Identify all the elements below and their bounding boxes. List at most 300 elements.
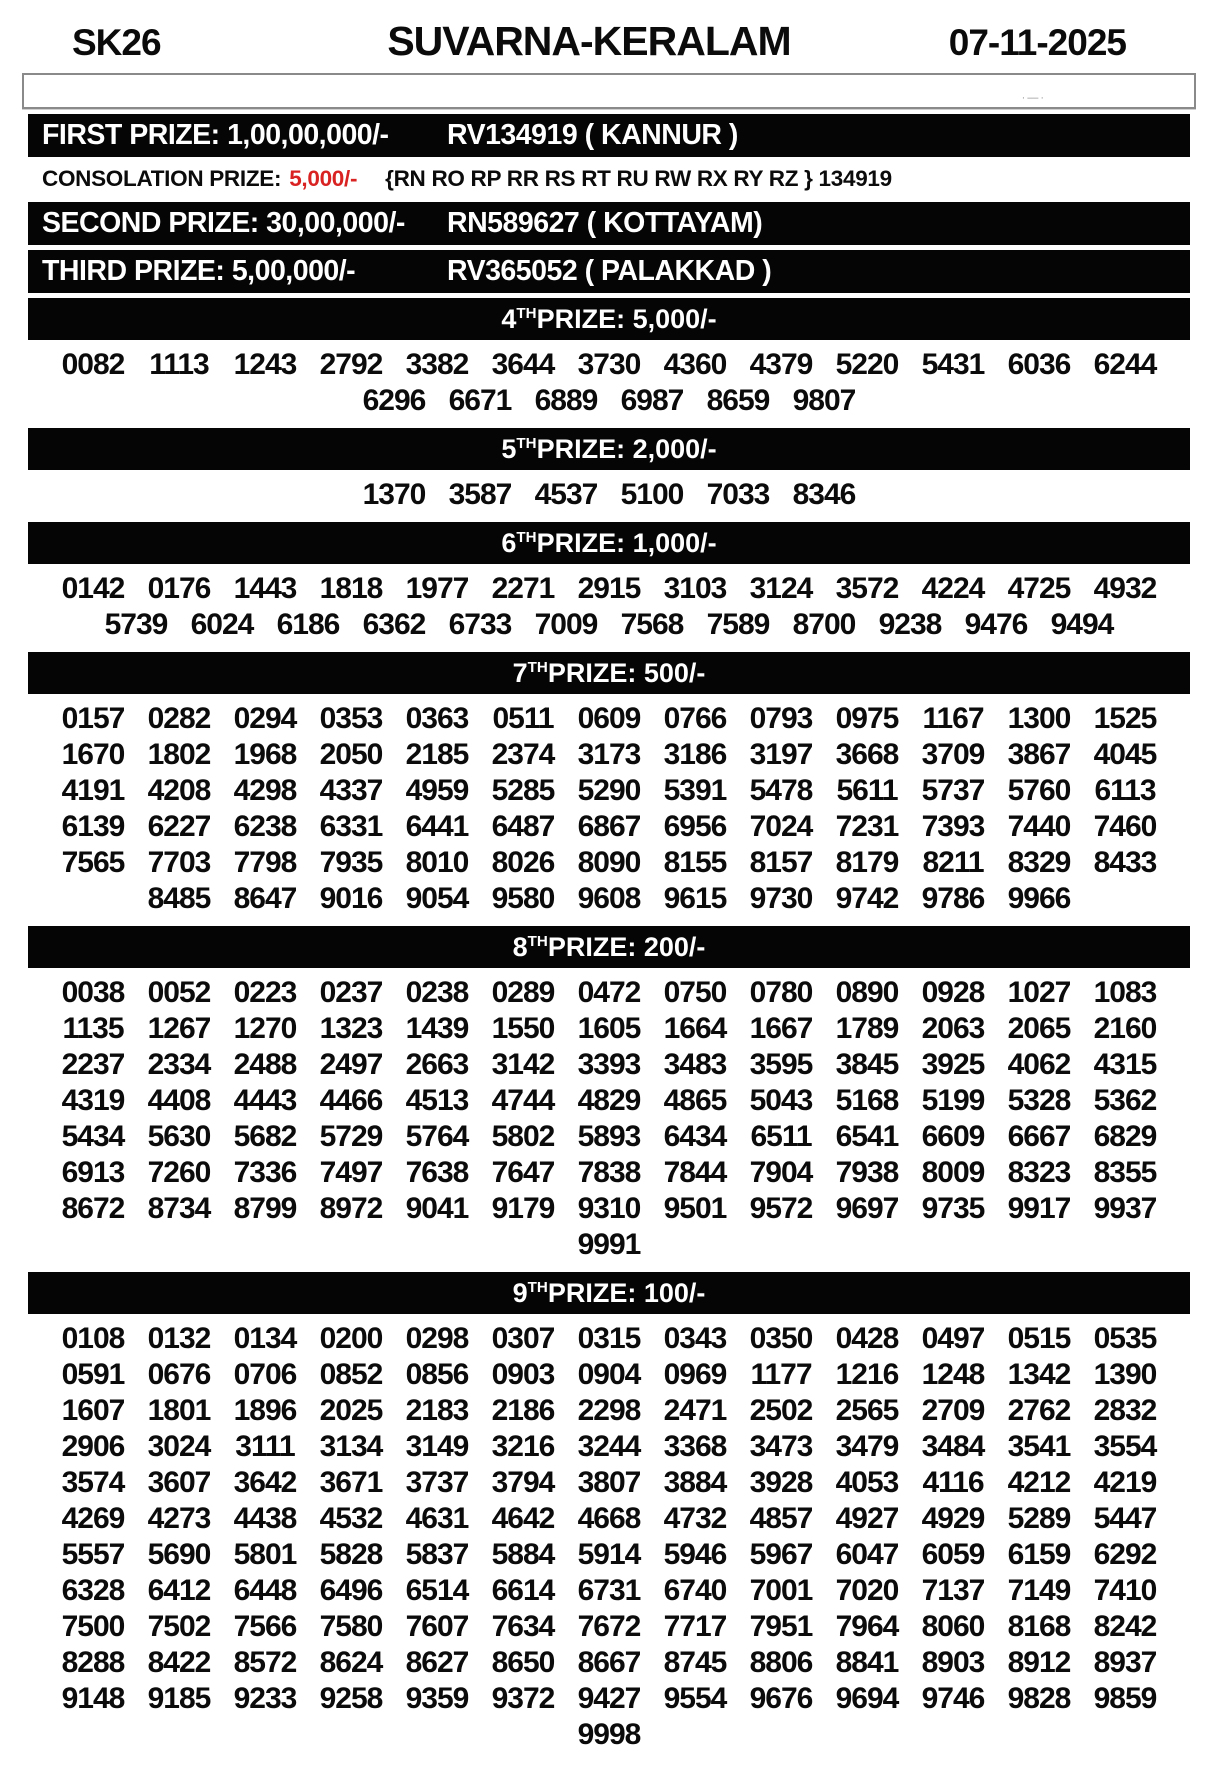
prize-ordinal-suffix: TH	[527, 1279, 548, 1297]
winning-number: 9148	[61, 1682, 125, 1715]
winning-number: 9807	[792, 384, 856, 417]
winning-number: 8485	[147, 882, 211, 915]
prize-section	[28, 428, 1190, 517]
winning-number: 3479	[835, 1430, 899, 1463]
winning-number: 2497	[319, 1048, 383, 1081]
winning-number: 6511	[750, 1120, 812, 1153]
winning-number: 9572	[749, 1192, 813, 1225]
winning-number: 8667	[577, 1646, 641, 1679]
winning-number: 5764	[405, 1120, 469, 1153]
winning-number: 4045	[1093, 738, 1157, 771]
winning-number: 1607	[61, 1394, 125, 1427]
winning-number: 9258	[319, 1682, 383, 1715]
winning-number: 4273	[147, 1502, 211, 1535]
winning-number: 1323	[319, 1012, 383, 1045]
winning-number: 0108	[61, 1322, 125, 1355]
winning-number: 8026	[491, 846, 555, 879]
winning-number: 2025	[319, 1394, 383, 1427]
winning-number: 6667	[1007, 1120, 1071, 1153]
winning-number: 6331	[319, 810, 383, 843]
draw-code: SK26	[72, 22, 161, 63]
winning-number: 9238	[878, 608, 942, 641]
winning-number: 3884	[663, 1466, 727, 1499]
winning-number: 7024	[749, 810, 813, 843]
winning-number: 5760	[1007, 774, 1071, 807]
winning-number: 7020	[835, 1574, 899, 1607]
prize-section	[28, 926, 1190, 1267]
prize-ordinal: 5	[501, 433, 517, 464]
winning-number: 7938	[835, 1156, 899, 1189]
winning-number: 5801	[233, 1538, 297, 1571]
prize-amount-text: PRIZE: 200/-	[547, 931, 706, 962]
winning-number: 7798	[233, 846, 297, 879]
winning-number: 0428	[835, 1322, 899, 1355]
winning-number: 7566	[233, 1610, 297, 1643]
winning-number: 2185	[405, 738, 469, 771]
winning-number: 6441	[405, 810, 469, 843]
winning-number: 0904	[577, 1358, 641, 1391]
winning-number: 0750	[663, 976, 727, 1009]
winning-number: 5802	[491, 1120, 555, 1153]
winning-number: 5946	[663, 1538, 727, 1571]
winning-number: 8627	[405, 1646, 469, 1679]
winning-number: 0535	[1093, 1322, 1157, 1355]
winning-number: 0157	[61, 702, 125, 735]
winning-number: 4191	[61, 774, 125, 807]
winning-number: 0856	[405, 1358, 469, 1391]
winning-number: 6159	[1007, 1538, 1071, 1571]
winning-number: 7634	[491, 1610, 555, 1643]
winning-number: 1300	[1007, 702, 1071, 735]
winning-number: 2298	[577, 1394, 641, 1427]
winning-number: 9937	[1093, 1192, 1157, 1225]
winning-number: 7638	[405, 1156, 469, 1189]
third-prize-label: THIRD PRIZE: 5,00,000/-	[42, 255, 356, 287]
winning-number: 1977	[405, 572, 469, 605]
winning-number: 6514	[405, 1574, 469, 1607]
winning-numbers-grid	[28, 345, 1190, 423]
winning-number: 5837	[405, 1538, 469, 1571]
prize-ordinal-suffix: TH	[516, 529, 537, 547]
winning-number: 8572	[233, 1646, 297, 1679]
winning-number: 7565	[61, 846, 125, 879]
winning-number: 4379	[749, 348, 813, 381]
winning-number: 9054	[405, 882, 469, 915]
winning-number: 2160	[1093, 1012, 1157, 1045]
winning-number: 5168	[835, 1084, 899, 1117]
winning-number: 8912	[1007, 1646, 1071, 1679]
winning-number: 1664	[663, 1012, 727, 1045]
winning-number: 6733	[448, 608, 512, 641]
winning-number: 7935	[319, 846, 383, 879]
winning-number: 2832	[1093, 1394, 1157, 1427]
winning-number: 7964	[835, 1610, 899, 1643]
winning-number: 5611	[836, 774, 898, 807]
winning-number: 7497	[319, 1156, 383, 1189]
second-prize-winner: RN589627 ( KOTTAYAM)	[447, 207, 763, 239]
prize-ordinal-suffix: TH	[516, 435, 537, 453]
winning-number: 7009	[534, 608, 598, 641]
winning-number: 8060	[921, 1610, 985, 1643]
winning-number: 5447	[1093, 1502, 1157, 1535]
winning-number: 4219	[1093, 1466, 1157, 1499]
winning-number: 1439	[405, 1012, 469, 1045]
winning-number: 1267	[147, 1012, 211, 1045]
winning-number: 8647	[233, 882, 297, 915]
winning-number: 5914	[577, 1538, 641, 1571]
winning-number: 2374	[491, 738, 555, 771]
winning-number: 3730	[577, 348, 641, 381]
winning-number: 6867	[577, 810, 641, 843]
winning-number: 3368	[663, 1430, 727, 1463]
winning-number: 7500	[61, 1610, 125, 1643]
winning-number: 7410	[1093, 1574, 1157, 1607]
winning-number: 0238	[405, 976, 469, 1009]
winning-number: 6139	[61, 810, 125, 843]
winning-number: 4513	[405, 1084, 469, 1117]
winning-number: 6296	[362, 384, 426, 417]
winning-number: 5431	[921, 348, 985, 381]
winning-number: 5690	[147, 1538, 211, 1571]
winning-number: 4116	[922, 1466, 984, 1499]
winning-number: 6889	[534, 384, 598, 417]
winning-number: 9016	[319, 882, 383, 915]
winning-number: 6362	[362, 608, 426, 641]
winning-number: 8288	[61, 1646, 125, 1679]
winning-number: 4744	[491, 1084, 555, 1117]
winning-number: 9580	[491, 882, 555, 915]
winning-number: 3671	[319, 1466, 383, 1499]
winning-number: 8179	[835, 846, 899, 879]
winning-number: 0038	[61, 976, 125, 1009]
prize-ordinal: 7	[512, 657, 528, 688]
prize-section-header	[28, 926, 1190, 968]
winning-number: 6186	[276, 608, 340, 641]
prize-ordinal: 4	[501, 303, 517, 334]
winning-number: 4829	[577, 1084, 641, 1117]
consolation-label: CONSOLATION PRIZE:	[42, 166, 282, 191]
winning-number: 3928	[749, 1466, 813, 1499]
second-prize-label: SECOND PRIZE: 30,00,000/-	[42, 207, 405, 239]
winning-number: 3111	[235, 1430, 295, 1463]
prize-amount-text: PRIZE: 500/-	[547, 657, 706, 688]
winning-number: 1370	[362, 478, 426, 511]
third-prize-bar	[28, 250, 1190, 293]
winning-number: 9185	[147, 1682, 211, 1715]
winning-number: 9966	[1007, 882, 1071, 915]
winning-number: 4927	[835, 1502, 899, 1535]
winning-number: 3134	[319, 1430, 383, 1463]
ticket-input-box[interactable]	[22, 73, 1196, 109]
winning-number: 2183	[405, 1394, 469, 1427]
winning-number: 3216	[491, 1430, 555, 1463]
winning-number: 1667	[749, 1012, 813, 1045]
winning-number: 5557	[61, 1538, 125, 1571]
prize-section-header	[28, 522, 1190, 564]
winning-number: 0353	[319, 702, 383, 735]
winning-number: 0591	[61, 1358, 125, 1391]
winning-number: 7149	[1007, 1574, 1071, 1607]
winning-number: 9998	[577, 1718, 641, 1751]
winning-number: 2792	[319, 348, 383, 381]
winning-number: 1248	[921, 1358, 985, 1391]
winning-number: 8806	[749, 1646, 813, 1679]
winning-number: 3473	[749, 1430, 813, 1463]
page-title: SUVARNA-KERALAM	[387, 18, 791, 64]
winning-number: 3244	[577, 1430, 641, 1463]
winning-number: 6671	[448, 384, 512, 417]
draw-date: 07-11-2025	[948, 22, 1126, 63]
winning-number: 0676	[147, 1358, 211, 1391]
winning-number: 9476	[964, 608, 1028, 641]
prize-section-header	[28, 1272, 1190, 1314]
winning-number: 2709	[921, 1394, 985, 1427]
prize-section	[28, 1272, 1190, 1757]
winning-number: 4732	[663, 1502, 727, 1535]
winning-number: 0289	[491, 976, 555, 1009]
winning-number: 5362	[1093, 1084, 1157, 1117]
winning-number: 6541	[835, 1120, 899, 1153]
winning-number: 2906	[61, 1430, 125, 1463]
winning-number: 8211	[922, 846, 984, 879]
winning-number: 0969	[663, 1358, 727, 1391]
winning-number: 3925	[921, 1048, 985, 1081]
winning-number: 9742	[835, 882, 899, 915]
winning-number: 8700	[792, 608, 856, 641]
winning-number: 9554	[663, 1682, 727, 1715]
winning-number: 6244	[1093, 348, 1157, 381]
winning-number: 0852	[319, 1358, 383, 1391]
winning-number: 9233	[233, 1682, 297, 1715]
winning-number: 2663	[405, 1048, 469, 1081]
prize-ordinal-suffix: TH	[527, 933, 548, 951]
winning-number: 0903	[491, 1358, 555, 1391]
winning-number: 9179	[491, 1192, 555, 1225]
winning-number: 4360	[663, 348, 727, 381]
winning-number: 5199	[921, 1084, 985, 1117]
winning-number: 4062	[1007, 1048, 1071, 1081]
winning-number: 0082	[61, 348, 125, 381]
prize-ordinal: 6	[501, 527, 517, 558]
winning-number: 3149	[405, 1430, 469, 1463]
winning-number: 4631	[405, 1502, 469, 1535]
winning-number: 3382	[405, 348, 469, 381]
consolation-row	[28, 162, 1190, 197]
winning-number: 1113	[149, 348, 209, 381]
winning-number: 7336	[233, 1156, 297, 1189]
winning-number: 1167	[922, 702, 984, 735]
winning-number: 8937	[1093, 1646, 1157, 1679]
winning-number: 6731	[577, 1574, 641, 1607]
winning-number: 0176	[147, 572, 211, 605]
winning-number: 4532	[319, 1502, 383, 1535]
winning-number: 7231	[835, 810, 899, 843]
winning-number: 3642	[233, 1466, 297, 1499]
winning-number: 0766	[663, 702, 727, 735]
prize-section-header	[28, 298, 1190, 340]
winning-number: 3587	[448, 478, 512, 511]
winning-number: 1896	[233, 1394, 297, 1427]
winning-number: 3668	[835, 738, 899, 771]
winning-number: 9372	[491, 1682, 555, 1715]
winning-number: 2502	[749, 1394, 813, 1427]
winning-number: 3186	[663, 738, 727, 771]
winning-number: 4212	[1007, 1466, 1071, 1499]
winning-number: 8323	[1007, 1156, 1071, 1189]
winning-number: 3024	[147, 1430, 211, 1463]
winning-number: 4929	[921, 1502, 985, 1535]
winning-number: 8672	[61, 1192, 125, 1225]
winning-number: 1342	[1007, 1358, 1071, 1391]
winning-number: 1083	[1093, 976, 1157, 1009]
winning-number: 4319	[61, 1084, 125, 1117]
winning-number: 4959	[405, 774, 469, 807]
winning-number: 0134	[233, 1322, 297, 1355]
winning-number: 3572	[835, 572, 899, 605]
winning-number: 0350	[749, 1322, 813, 1355]
winning-number: 6956	[663, 810, 727, 843]
winning-number: 8841	[835, 1646, 899, 1679]
winning-number: 9991	[577, 1228, 641, 1261]
winning-number: 3483	[663, 1048, 727, 1081]
winning-number: 5285	[491, 774, 555, 807]
winning-number: 3595	[749, 1048, 813, 1081]
winning-numbers-grid	[28, 569, 1190, 647]
winning-number: 0793	[749, 702, 813, 735]
winning-number: 3484	[921, 1430, 985, 1463]
first-prize-winner: RV134919 ( KANNUR )	[447, 119, 738, 151]
winning-number: 0282	[147, 702, 211, 735]
winning-number: 8624	[319, 1646, 383, 1679]
winning-number: 4337	[319, 774, 383, 807]
winning-number: 8010	[405, 846, 469, 879]
winning-number: 3124	[749, 572, 813, 605]
winning-number: 0343	[663, 1322, 727, 1355]
winning-number: 6227	[147, 810, 211, 843]
winning-number: 0315	[577, 1322, 641, 1355]
winning-number: 5967	[749, 1538, 813, 1571]
prize-ordinal: 9	[512, 1277, 528, 1308]
winning-numbers-grid	[28, 699, 1190, 921]
winning-number: 9310	[577, 1192, 641, 1225]
winning-number: 5220	[835, 348, 899, 381]
winning-number: 1525	[1093, 702, 1157, 735]
winning-number: 2762	[1007, 1394, 1071, 1427]
winning-number: 2186	[491, 1394, 555, 1427]
winning-number: 4668	[577, 1502, 641, 1535]
winning-number: 6987	[620, 384, 684, 417]
winning-number: 6609	[921, 1120, 985, 1153]
winning-number: 1605	[577, 1012, 641, 1045]
winning-number: 3393	[577, 1048, 641, 1081]
winning-number: 6740	[663, 1574, 727, 1607]
winning-number: 5289	[1007, 1502, 1071, 1535]
winning-number: 4053	[835, 1466, 899, 1499]
winning-number: 6434	[663, 1120, 727, 1153]
winning-number: 3867	[1007, 738, 1071, 771]
prize-sections	[28, 298, 1190, 1757]
prize-ordinal-suffix: TH	[516, 305, 537, 323]
winning-number: 2271	[491, 572, 555, 605]
winning-number: 1802	[147, 738, 211, 771]
winning-number: 1177	[750, 1358, 812, 1391]
winning-number: 5478	[749, 774, 813, 807]
winning-number: 8090	[577, 846, 641, 879]
winning-number: 1243	[233, 348, 297, 381]
winning-number: 5434	[61, 1120, 125, 1153]
winning-number: 8903	[921, 1646, 985, 1679]
winning-number: 0472	[577, 976, 641, 1009]
winning-number: 6036	[1007, 348, 1071, 381]
winning-number: 7607	[405, 1610, 469, 1643]
winning-number: 9501	[663, 1192, 727, 1225]
winning-number: 1390	[1093, 1358, 1157, 1391]
winning-number: 6059	[921, 1538, 985, 1571]
winning-number: 4298	[233, 774, 297, 807]
winning-number: 2488	[233, 1048, 297, 1081]
winning-number: 7137	[921, 1574, 985, 1607]
winning-number: 4725	[1007, 572, 1071, 605]
winning-number: 6328	[61, 1574, 125, 1607]
winning-number: 4537	[534, 478, 598, 511]
winning-number: 1216	[835, 1358, 899, 1391]
winning-number: 7033	[706, 478, 770, 511]
winning-number: 0706	[233, 1358, 297, 1391]
winning-numbers-grid	[28, 973, 1190, 1267]
winning-number: 9359	[405, 1682, 469, 1715]
winning-number: 1135	[62, 1012, 124, 1045]
prize-section-header	[28, 652, 1190, 694]
winning-number: 6238	[233, 810, 297, 843]
winning-number: 0142	[61, 572, 125, 605]
winning-number: 7001	[749, 1574, 813, 1607]
winning-number: 9730	[749, 882, 813, 915]
winning-number: 0515	[1007, 1322, 1071, 1355]
winning-number: 4443	[233, 1084, 297, 1117]
winning-numbers-grid	[28, 475, 1190, 517]
winning-number: 5884	[491, 1538, 555, 1571]
winning-number: 9859	[1093, 1682, 1157, 1715]
first-prize-label: FIRST PRIZE: 1,00,00,000/-	[42, 119, 389, 151]
winning-number: 0511	[492, 702, 554, 735]
winning-number: 3142	[491, 1048, 555, 1081]
winning-number: 1270	[233, 1012, 297, 1045]
first-prize-bar	[28, 114, 1190, 157]
faint-mark: ·—·	[1021, 92, 1046, 104]
winning-number: 8346	[792, 478, 856, 511]
winning-number: 5290	[577, 774, 641, 807]
winning-number: 0132	[147, 1322, 211, 1355]
winning-number: 1968	[233, 738, 297, 771]
winning-number: 3737	[405, 1466, 469, 1499]
third-prize-winner: RV365052 ( PALAKKAD )	[447, 255, 772, 287]
winning-number: 5828	[319, 1538, 383, 1571]
winning-number: 4315	[1093, 1048, 1157, 1081]
prize-amount-text: PRIZE: 5,000/-	[536, 303, 717, 334]
winning-number: 9694	[835, 1682, 899, 1715]
winning-number: 2915	[577, 572, 641, 605]
consolation-amount: 5,000/-	[289, 166, 358, 191]
winning-number: 7260	[147, 1156, 211, 1189]
winning-numbers-grid	[28, 1319, 1190, 1757]
winning-number: 6913	[61, 1156, 125, 1189]
winning-number: 1789	[835, 1012, 899, 1045]
second-prize-bar	[28, 202, 1190, 245]
winning-number: 7502	[147, 1610, 211, 1643]
winning-number: 8745	[663, 1646, 727, 1679]
winning-number: 8799	[233, 1192, 297, 1225]
winning-number: 8734	[147, 1192, 211, 1225]
